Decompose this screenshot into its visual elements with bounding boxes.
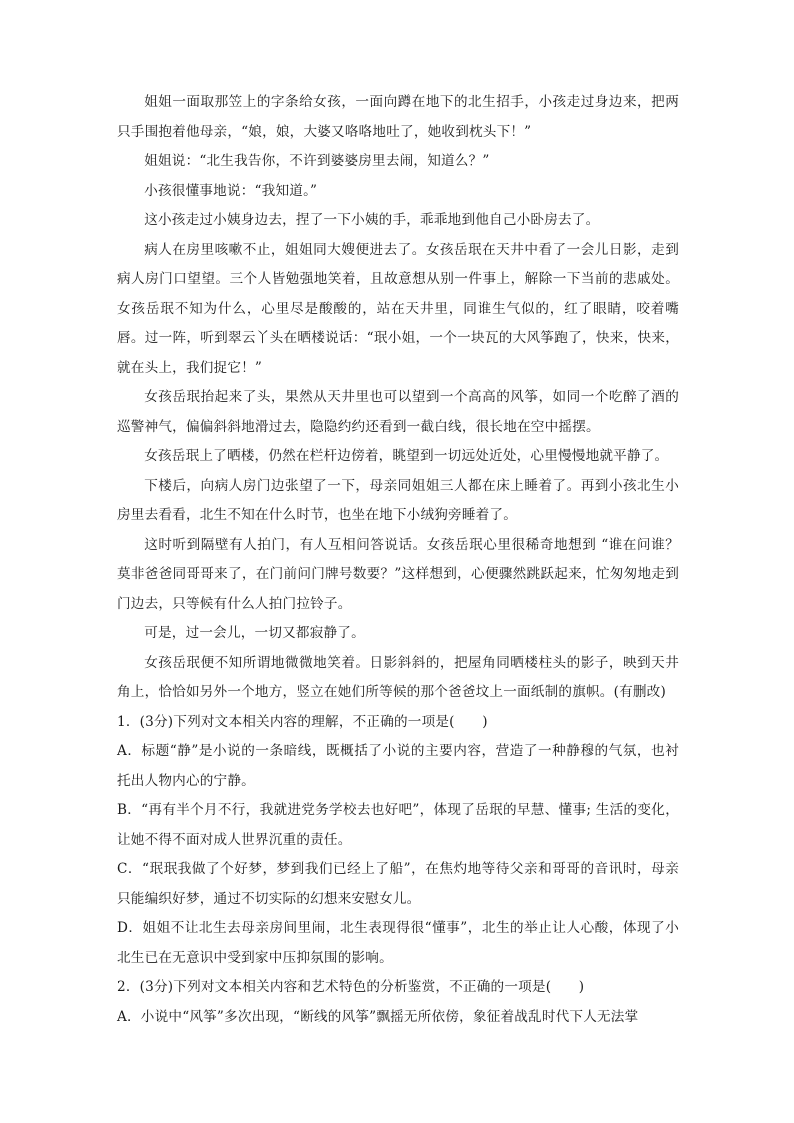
question-1-option-c: C．“珉珉我做了个好梦，梦到我们已经上了船”，在焦灼地等待父亲和哥哥的音讯时，母亲只能编织好梦，通过不切实际的幻想来安慰女儿。 (117, 861, 679, 907)
passage-paragraph-6: 女孩岳珉抬起来了头，果然从天井里也可以望到一个高高的风筝，如同一个吃醉了酒的巡警神气，偏偏斜斜地滑过去，隐隐约约还看到一截白线，很长地在空中摇摆。 (117, 389, 679, 435)
passage-paragraph-9: 这时听到隔壁有人拍门，有人互相问答说话。女孩岳珉心里很稀奇地想到 “谁在问谁？莫非爸爸同哥哥来了，在门前问门牌号数要？”这样想到，心便骤然跳跃起来，忙匆匆地走到门边去，只等候有什么人拍门拉铃子。 (117, 536, 679, 612)
question-1-stem: 1．(3分)下列对文本相关内容的理解，不正确的一项是( ) (117, 713, 488, 730)
document-page (117, 88, 679, 1032)
question-1-option-b: B．“再有半个月不行，我就进党务学校去也好吧”，体现了岳珉的早慧、懂事; 生活的变化，让她不得不面对成人世界沉重的责任。 (117, 802, 679, 848)
passage-paragraph-4: 这小孩走过小姨身边去，捏了一下小姨的手，乖乖地到他自己小卧房去了。 (144, 212, 600, 228)
passage-paragraph-10: 可是，过一会儿，一切又都寂静了。 (144, 625, 365, 641)
passage-paragraph-3: 小孩很懂事地说：“我知道。” (144, 182, 318, 199)
passage-paragraph-8: 下楼后，向病人房门边张望了一下，母亲同姐姐三人都在床上睡着了。再到小孩北生小房里去看看，北生不知在什么时节，也坐在地下小绒狗旁睡着了。 (117, 477, 679, 523)
passage-paragraph-2: 姐姐说：“北生我告你，不许到婆婆房里去闹，知道么？” (144, 153, 490, 169)
passage-paragraph-11: 女孩岳珉便不知所谓地微微地笑着。日影斜斜的，把屋角同晒楼柱头的影子，映到天井角上，恰恰如另外一个地方，竖立在她们所等候的那个爸爸坟上一面纸制的旗帜。(有删改) (117, 654, 679, 700)
passage-paragraph-7: 女孩岳珉上了晒楼，仍然在栏杆边傍着，眺望到一切远处近处，心里慢慢地就平静了。 (144, 448, 669, 464)
question-2-option-a: A．小说中“风筝”多次出现，“断线的风筝”飘摇无所依傍，象征着战乱时代下人无法掌 (117, 1008, 639, 1025)
question-1-option-d: D．姐姐不让北生去母亲房间里闹，北生表现得很“懂事”，北生的举止让人心酸，体现了小北生已在无意识中受到家中压抑氛围的影响。 (117, 920, 679, 966)
passage-paragraph-1: 姐姐一面取那笠上的字条给女孩，一面向蹲在地下的北生招手，小孩走过身边来，把两只手围抱着他母亲，“娘，娘，大婆又咯咯地吐了，她收到枕头下！” (117, 94, 679, 140)
question-1-option-a: A．标题“静”是小说的一条暗线，既概括了小说的主要内容，营造了一种静穆的气氛，也衬托出人物内心的宁静。 (117, 743, 679, 789)
passage-paragraph-5: 病人在房里咳嗽不止，姐姐同大嫂便进去了。女孩岳珉在天井中看了一会儿日影，走到病人房门口望望。三个人皆勉强地笑着，且故意想从别一件事上，解除一下当前的悲戚处。女孩岳珉不知为什么，心里尽是酸酸的，站在天井里，同谁生气似的，红了眼睛，咬着嘴唇。过一阵，听到翠云丫头在晒楼说话：“珉小姐，一个一块瓦的大风筝跑了，快来，快来，就在头上，我们捉它！” (117, 241, 679, 376)
question-2-stem: 2．(3分)下列对文本相关内容和艺术特色的分析鉴赏，不正确的一项是( ) (117, 979, 585, 995)
